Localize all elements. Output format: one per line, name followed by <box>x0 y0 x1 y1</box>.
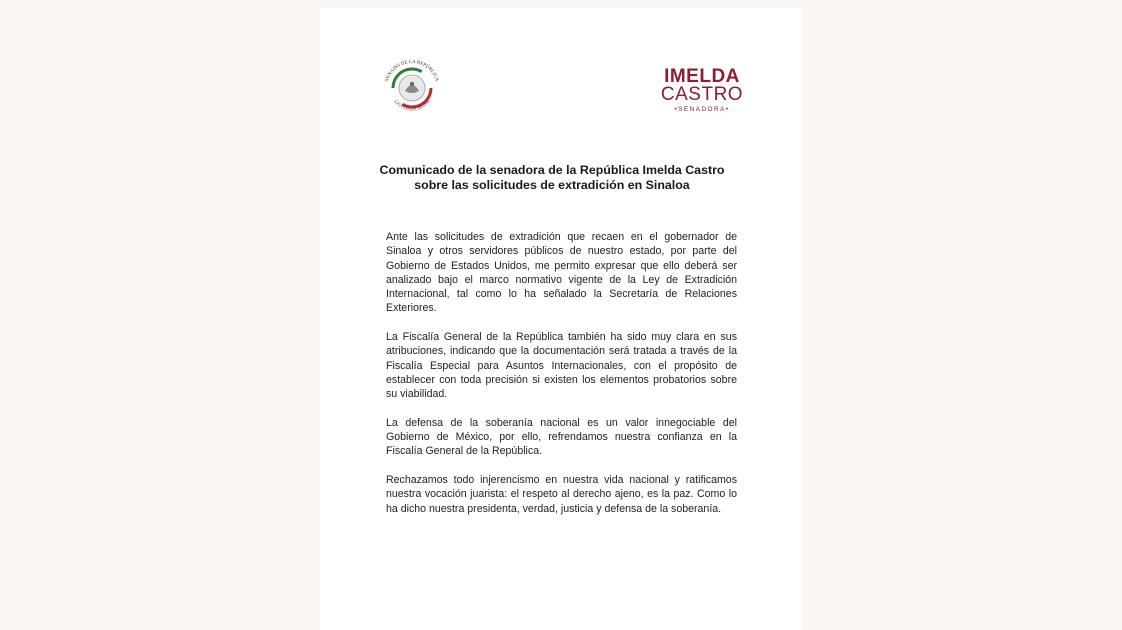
paragraph: La defensa de la soberanía nacional es un valor innegociable del Gobierno de México, por ello, refrendamos nuestra confianza en la Fiscalía General de la República. <box>386 416 737 458</box>
imelda-castro-logo <box>652 68 752 114</box>
brand-last-name: CASTRO <box>660 84 744 105</box>
title-line-1: Comunicado de la senadora de la República Imelda Castro <box>379 163 725 177</box>
title-line-2: sobre las solicitudes de extradición en Sinaloa <box>414 178 690 192</box>
document-title <box>360 163 744 193</box>
paragraph: Rechazamos todo injerencismo en nuestra vida nacional y ratificamos nuestra vocación juarista: el respeto al derecho ajeno, es la paz. Como lo ha dicho nuestra presidenta, verdad, justicia y defensa de la soberanía. <box>386 474 737 515</box>
brand-role: •SENADORA• <box>674 106 730 113</box>
paragraph: La Fiscalía General de la República también ha sido muy clara en sus atribuciones, indicando que la documentación será tratada a través de la Fiscalía Especial para Asuntos Internacionales, con el propósito de establecer con toda precisión si existen los elementos probatorios sobre su viabilidad. <box>386 331 737 401</box>
document-page <box>320 8 802 630</box>
senate-seal-logo <box>379 55 445 121</box>
seal-text-top: SENADO DE LA REPÚBLICA <box>384 59 440 83</box>
document-body <box>386 230 737 530</box>
brand-first-name: IMELDA <box>664 66 740 87</box>
paragraph: Ante las solicitudes de extradición que recaen en el gobernador de Sinaloa y otros servidores públicos de nuestro estado, por parte del Gobierno de Estados Unidos, me permito expresar que ello deberá ser analizado bajo el marco normativo vigente de la Ley de Extradición Internacional, tal como lo ha señalado la Secretaría de Relaciones Exteriores. <box>386 231 737 315</box>
seal-text-bottom: LXVI LEGISLATURA <box>393 98 431 112</box>
